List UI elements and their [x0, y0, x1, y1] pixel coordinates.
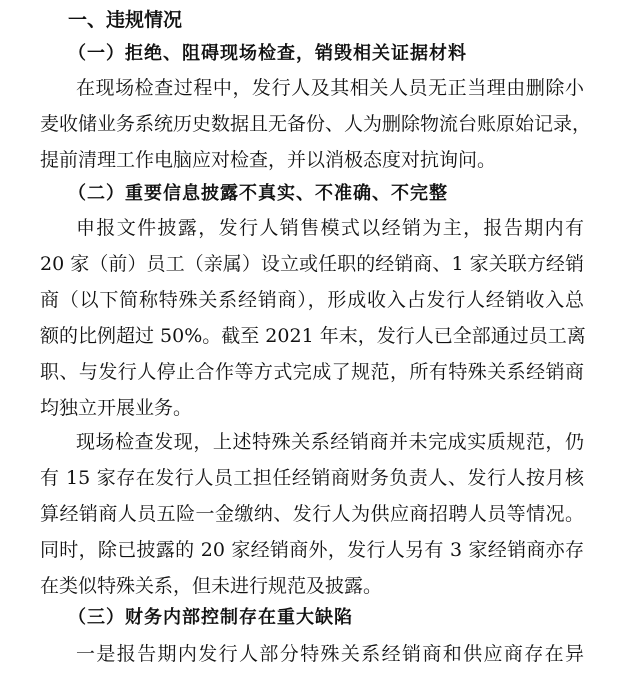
paragraph-line: 均独立开展业务。: [40, 397, 193, 419]
paragraph-line: 在现场检查过程中，发行人及其相关人员无正当理由删除小: [76, 77, 584, 99]
paragraph-line: 麦收储业务系统历史数据且无备份、人为删除物流台账原始记录，: [40, 113, 592, 135]
paragraph-line: 同时，除已披露的 20 家经销商外，发行人另有 3 家经销商亦存: [40, 539, 584, 561]
subsection-title-3: （三）财务内部控制存在重大缺陷: [68, 607, 353, 628]
paragraph-line: 申报文件披露，发行人销售模式以经销为主，报告期内有: [76, 217, 584, 239]
subsection-title-1: （一）拒绝、阻碍现场检查，销毁相关证据材料: [68, 43, 467, 64]
paragraph-line: 在类似特殊关系，但未进行规范及披露。: [40, 575, 383, 597]
paragraph-line: 职、与发行人停止合作等方式完成了规范，所有特殊关系经销商: [40, 361, 584, 383]
paragraph-line: 20 家（前）员工（亲属）设立或任职的经销商、1 家关联方经销: [40, 253, 584, 275]
paragraph-line: 算经销商人员五险一金缴纳、发行人为供应商招聘人员等情况。: [40, 503, 584, 525]
paragraph-line: 额的比例超过 50%。截至 2021 年末，发行人已全部通过员工离: [40, 325, 586, 347]
subsection-title-2: （二）重要信息披露不真实、不准确、不完整: [68, 183, 448, 204]
paragraph-line: 提前清理工作电脑应对检查，并以消极态度对抗询问。: [40, 149, 497, 171]
paragraph-line: 现场检查发现，上述特殊关系经销商并未完成实质规范，仍: [76, 431, 584, 453]
paragraph-line: 有 15 家存在发行人员工担任经销商财务负责人、发行人按月核: [40, 467, 584, 489]
section-heading: 一、违规情况: [68, 9, 183, 31]
paragraph-line: 商（以下简称特殊关系经销商），形成收入占发行人经销收入总: [40, 289, 584, 311]
paragraph-line: 一是报告期内发行人部分特殊关系经销商和供应商存在异: [76, 643, 584, 665]
